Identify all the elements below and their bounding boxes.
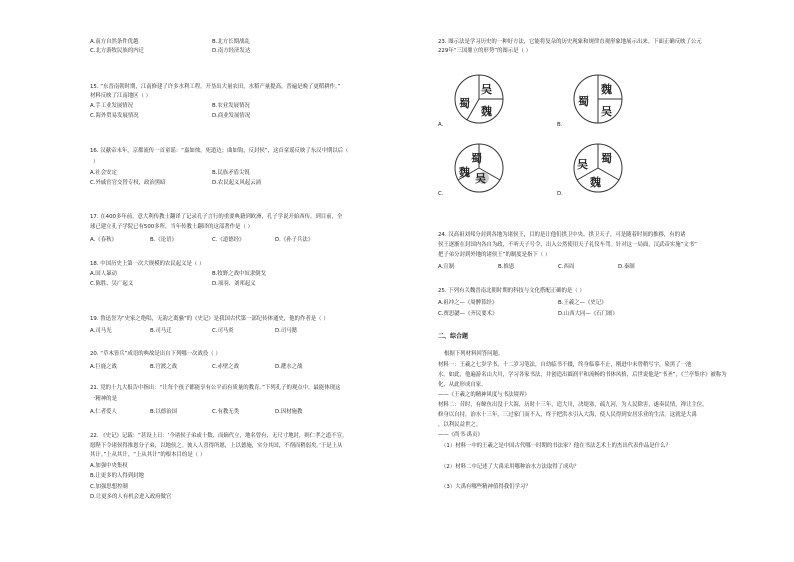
- option-d[interactable]: D.南方经济发达: [212, 48, 251, 54]
- question-1[interactable]: （1）材料一中的王羲之是中国古代哪一时期的书法家？他在书法艺术上的杰出代表作品是什么？: [441, 443, 671, 449]
- pie-b-label-2: 魏: [601, 83, 612, 96]
- q22-option-a[interactable]: A.加强中央集权: [90, 463, 128, 469]
- q20-option-c[interactable]: C.赤壁之战: [212, 364, 240, 370]
- q19-option-a[interactable]: A.司马光: [90, 328, 112, 334]
- pie-b[interactable]: [572, 73, 624, 125]
- q18-stem: 18. 中国历史上第一次大规模的农民起义是（ ）: [90, 261, 205, 267]
- q16-option-d[interactable]: D.农民起义风起云涌: [212, 180, 261, 186]
- material-intro: 根据下列材料回答问题。: [444, 351, 504, 357]
- material-2-source: ——《尚书·禹贡》: [438, 432, 483, 438]
- q25-option-c[interactable]: C.贾思勰—《齐民要术》: [438, 311, 498, 317]
- q24-option-c[interactable]: C.西周: [558, 264, 575, 270]
- q19-stem: 19. 鲁迅誉为“史家之绝唱，无韵之离骚”的《史记》是我国古代第一部纪传体通史，他的作者是（ ）: [90, 316, 329, 322]
- pie-d-label-3: 魏: [590, 176, 601, 189]
- q16-stem-2: ）: [93, 159, 99, 165]
- material-1-source: ——《王羲之的精神风度与书法境界》: [438, 392, 530, 398]
- q22-stem-2: 愿陛下令诸侯得推恩分子弟，以地侯之。彼人人喜得所愿，上以德施，实分其国，不削而稍弱矣。’于是上从: [90, 443, 343, 449]
- q21-option-a[interactable]: A.仁者爱人: [90, 409, 117, 415]
- q16-option-b[interactable]: B.民族矛盾尖锐: [212, 170, 250, 176]
- pie-c-letter[interactable]: C.: [438, 191, 444, 197]
- q16-option-a[interactable]: A.社会安定: [90, 170, 117, 176]
- q15-option-a[interactable]: A.手工业发展情况: [90, 103, 134, 109]
- question-3[interactable]: （3）大禹有哪些精神值得我们学习？: [441, 484, 531, 490]
- material-1-line-2: 水。如此，他遍游名山大川，学习各家书法，并创造出圆润平和流畅的书体风格，后世说他是“书圣”，《兰亭集序》被称为: [438, 372, 727, 378]
- q22-stem-3: 其计。”上从其计，“上从其计”的根本目的是（ ）: [90, 452, 206, 458]
- q22-option-c[interactable]: C.加强思想控制: [90, 484, 128, 490]
- q25-stem: 25. 下列有关魏晋南北朝时期的科技与文化搭配正确的是（ ）: [438, 288, 585, 294]
- material-1-line-1: 材料一：王羲之七岁学书，十二岁习笔法，自幼临书不辍，终身临摹不止，刚进中未曾稍写字，染黑了一池: [438, 362, 692, 368]
- pie-d[interactable]: [572, 142, 624, 194]
- q21-option-c[interactable]: C.有教无类: [212, 409, 240, 415]
- q16-option-c[interactable]: C.外戚宦官交替专权，政治黑暗: [90, 180, 166, 186]
- material-2-line-3: ，以利民益世之。: [438, 422, 482, 428]
- material-1-line-3: 化，从此形成自家。: [438, 382, 487, 388]
- question-2[interactable]: （2）材料二中记述了大禹采用哪种治水方法取得了成功？: [441, 464, 580, 470]
- q18-option-d[interactable]: D.项羽、刘邦起义: [212, 281, 256, 287]
- q25-option-b[interactable]: B.王羲之—《史记》: [558, 300, 607, 306]
- q18-option-c[interactable]: C.陈胜、吴广起义: [90, 281, 134, 287]
- pie-d-label-1: 吴: [577, 158, 588, 171]
- q22-option-d[interactable]: D.让更多的人有机会进入政府做官: [90, 494, 172, 500]
- q24-option-a[interactable]: A.宣制: [438, 264, 455, 270]
- pie-a-label-2: 吴: [481, 83, 492, 96]
- q15-stem: 15. “东晋南朝时期，江南修建了许多水利工程，开垦出大量农田，水稻产量提高，普遍是晚了更稻耕作。”: [90, 84, 341, 90]
- q17-option-c[interactable]: C.《道德经》: [212, 237, 245, 243]
- pie-a-label-1: 蜀: [459, 97, 470, 110]
- pie-b-label-3: 吴: [601, 105, 612, 118]
- q22-stem: 22. 《史记》记载：“甚设上日：‘今诸侯子弟或十数，而嫡代立，地名曾有，无尺寸地封，则仁孝之道不宣。: [90, 433, 348, 439]
- q17-option-a[interactable]: A.《春秋》: [90, 237, 117, 243]
- q21-stem: 21. 党的十九大报告中指出：“让每个孩子都能享有公平而有质量的教育。”下列孔子的观点中，最能体现这: [90, 385, 341, 391]
- material-2-line-1: 材料二：昔时，有鲸鱼出没于大海，历时十三年，造大川，决堤塞，疏九河，为人民除害，遂奏民情，禅让主位，: [438, 402, 708, 408]
- pie-a-label-3: 魏: [481, 105, 492, 118]
- q25-option-a[interactable]: A.祖冲之—《周髀算经》: [438, 300, 498, 306]
- q25-option-d[interactable]: D.山西大同—《石门颂》: [558, 311, 618, 317]
- q18-option-b[interactable]: B.牧野之战中奴隶倒戈: [212, 271, 266, 277]
- q22-option-b[interactable]: B.让更多的人得到封地: [90, 473, 144, 479]
- section-heading: 二、综合题: [438, 333, 469, 340]
- pie-c-label-1: 魏: [459, 166, 470, 179]
- pie-c-label-2: 蜀: [471, 152, 482, 165]
- q17-stem: 17. 在400多年前，意大利传教士翻译了记录孔子言行的重要典籍到欧洲，孔子学说开始西传。到目前，全: [90, 214, 343, 220]
- option-c[interactable]: C.北方游牧民族的内迁: [90, 48, 144, 54]
- q17-stem-2: 球已建立孔子学院已有500多所，当年传教士翻译的这部著作是（ ）: [90, 224, 253, 230]
- q24-stem-3: 把子弟分封到外地的诸侯王”的制度是指下（ ）: [438, 252, 551, 258]
- pie-d-label-2: 蜀: [601, 152, 612, 165]
- q19-option-b[interactable]: B.司马迁: [150, 328, 172, 334]
- q24-option-b[interactable]: B.推恩: [498, 264, 515, 270]
- q20-option-b[interactable]: B.官渡之战: [150, 364, 177, 370]
- q21-option-d[interactable]: D.因材施教: [275, 409, 303, 415]
- pie-b-label-1: 蜀: [578, 95, 589, 108]
- pie-b-letter[interactable]: B.: [557, 122, 563, 128]
- q17-option-d[interactable]: D.《孙子兵法》: [275, 237, 314, 243]
- q24-stem-2: 侯王逐渐在封国内各自为政，不听天子号令，出入公然使用天子礼仪车驾。针对这一局面，汉武帝实施“文书”: [438, 242, 697, 248]
- q20-option-d[interactable]: D.淝水之战: [275, 364, 303, 370]
- option-a[interactable]: A.南方自然条件优越: [90, 39, 139, 45]
- q21-option-b[interactable]: B.以德治国: [150, 409, 177, 415]
- q23-stem: 23. 图示法是学习历史的一种好方法，它能将复杂的历史现象和规律直观形象地展示出来。下面正确反映了公元: [438, 39, 702, 45]
- material-2-line-2: 修身以自持，治水十三年，三过家门而不入，终于把洪水引入大海，使人民得到安居乐业的生活。这就是大禹: [438, 412, 697, 418]
- q19-option-d[interactable]: D.司马懿: [275, 328, 298, 334]
- q21-stem-2: 一精神的是: [90, 396, 117, 402]
- option-b[interactable]: B.北方长期战乱: [212, 39, 250, 45]
- pie-a[interactable]: [453, 73, 505, 125]
- q23-stem-2: 229年“三国鼎立的形势”的图示是（ ）: [438, 48, 532, 54]
- q24-stem: 24. 汉高祖刘邦分封到各地为诸侯王，目的是让他们拱卫中央、拱卫天子，可是随着时间的推移，有的诸: [438, 232, 686, 238]
- q15-stem-2: 材料反映了江南地区（ ）: [90, 93, 152, 99]
- q24-option-d[interactable]: D.秦制: [618, 264, 635, 270]
- q16-stem: 16. 汉献帝末年，京都流传一首童谣：“嘉如烛，死道边；曲如钩，反封侯”，这首童谣反映了东汉中期以后（: [90, 148, 349, 154]
- q19-option-c[interactable]: C.司马炎: [212, 328, 234, 334]
- q15-option-c[interactable]: C.海外贸易发展情况: [90, 113, 139, 119]
- q15-option-b[interactable]: B.农业发展情况: [212, 103, 250, 109]
- q15-option-d[interactable]: D.商业发展情况: [212, 113, 251, 119]
- pie-d-letter[interactable]: D.: [557, 191, 563, 197]
- pie-c-label-3: 吴: [475, 172, 486, 185]
- q20-stem: 20. “草木皆兵”成语的典故是出自下列哪一次战役（ ）: [90, 351, 221, 357]
- pie-c[interactable]: [453, 142, 505, 194]
- pie-a-letter[interactable]: A.: [438, 122, 444, 128]
- q17-option-b[interactable]: B.《论语》: [150, 237, 177, 243]
- q20-option-a[interactable]: A.巨鹿之战: [90, 364, 117, 370]
- q18-option-a[interactable]: A.国人暴动: [90, 271, 117, 277]
